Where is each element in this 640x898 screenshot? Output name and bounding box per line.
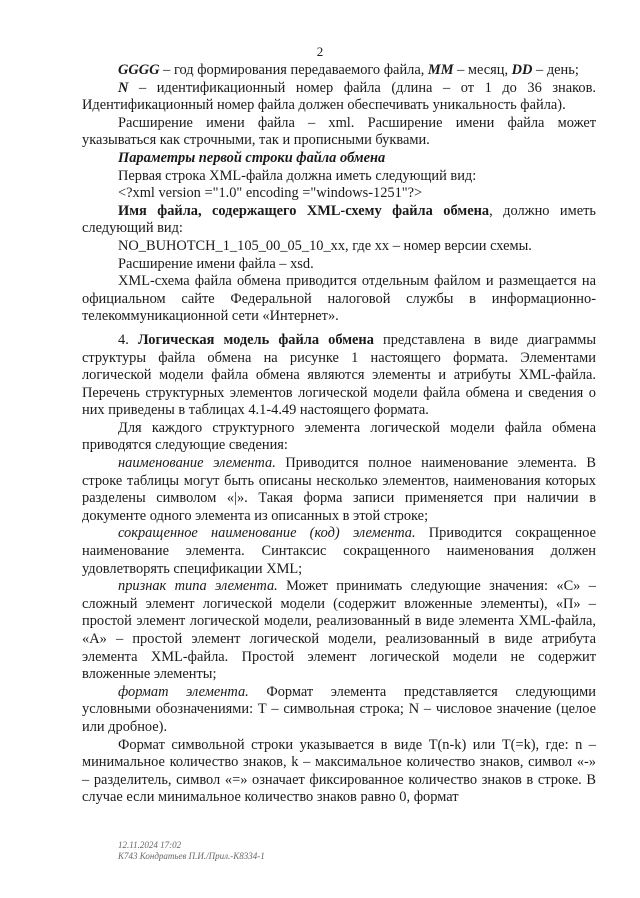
term-gggg: GGGG [118,62,160,78]
footer-reference: К743 Кондратьев П.И./Прил.-К8334-1 [118,851,265,861]
text-run: – день; [532,62,579,78]
paragraph-xml-declaration: <?xml version ="1.0" encoding ="windows-1251"?> [118,185,423,202]
document-footer-stamp [118,840,265,862]
paragraph-element-info-intro: Для каждого структурного элемента логической модели файла обмена приводятся следующие сведения: [82,419,596,454]
term-element-format: формат элемента. [118,683,249,700]
document-body [82,62,596,807]
paragraph-string-format: Формат символьной строки указывается в виде Т(n-k) или T(=k), где: n – минимальное количество знаков, k – максимальное количество знаков, символ «-» – разделитель, символ «=» означает фиксированное количество знаков в строке. В случае если минимальное количество знаков равно 0, формат [82,736,596,806]
paragraph-schema-publication: XML-схема файла обмена приводится отдельным файлом и размещается на официальном сайте Федеральной налоговой службы в информационно-телекоммуникационной сети «Интернет». [82,273,596,325]
page-number: 2 [316,44,324,59]
term-mm: MM [427,62,454,78]
paragraph-element-name [82,455,596,525]
paragraph-element-type [82,578,596,684]
text-run: Может принимать следующие значения: «С» – сложный элемент логической модели (содержит вложенные элементы), «П» – простой элемент логической модели, реализованный в виде элемента XML-файла, «А» – простой элемент логической модели, реализованный в виде атрибута элемента XML-файла. Простой элемент логической модели не содержит вложенные элементы; [82,578,596,683]
paragraph-schema-name-pattern: NO_BUHOTCH_1_105_00_05_10_xx, где хх – номер версии схемы. [118,237,532,254]
paragraph-first-line-intro: Первая строка XML-файла должна иметь следующий вид: [118,167,477,184]
text-run: Формат элемента представляется следующими условными обозначениями: Т – символьная строка; N – числовое значение (целое или дробное). [82,683,596,735]
term-n: N [118,79,129,96]
term-dd: DD [511,62,533,78]
paragraph-year-month-day [82,62,596,80]
paragraph-element-format [82,684,596,737]
text-run: – идентификационный номер файла (длина – от 1 до 36 знаков. Идентификационный номер файла должен обеспечивать уникальность файла). [82,79,596,114]
text-run: представлена в виде диаграммы структуры файла обмена на рисунке 1 настоящего формата. Элементами логической модели файла обмена являются элементы и атрибуты XML-файла. Перечень структурных элементов логической модели файла обмена и сведения о них приведены в таблицах 4.1-4.49 настоящего формата. [82,331,596,419]
term-element-name: наименование элемента. [118,455,276,472]
term-schema-file: Имя файла, содержащего XML-схему файла обмена [118,202,490,219]
text-run: Приводится полное наименование элемента. В строке таблицы могут быть описаны несколько элементов, наименования которых разделены символом «|». Такая форма записи применяется при наличии в документе одного элемента из описанных в этой строке; [82,455,596,524]
term-element-type: признак типа элемента. [118,578,278,595]
paragraph-extension-xml: Расширение имени файла – xml. Расширение имени файла может указываться как строчными, так и прописными буквами. [82,114,596,149]
section-number: 4. [118,331,138,348]
term-element-code: сокращенное наименование (код) элемента. [118,525,416,542]
text-run: , должно иметь следующий вид: [82,202,596,237]
term-logical-model: Логическая модель файла обмена [137,331,374,348]
paragraph-element-code [82,525,596,578]
text-run: – год формирования передаваемого файла, [159,62,428,78]
footer-timestamp: 12.11.2024 17:02 [118,840,182,850]
paragraph-schema-file-name [82,203,596,238]
text-run: Приводится сокращенное наименование элемента. Синтаксис сокращенного наименования должен удовлетворять спецификации XML; [82,525,596,577]
paragraph-extension-xsd: Расширение имени файла – xsd. [118,255,314,272]
paragraph-logical-model [82,332,596,420]
section-heading-first-line: Параметры первой строки файла обмена [118,149,386,166]
paragraph-file-id [82,80,596,115]
text-run: – месяц, [453,62,512,78]
